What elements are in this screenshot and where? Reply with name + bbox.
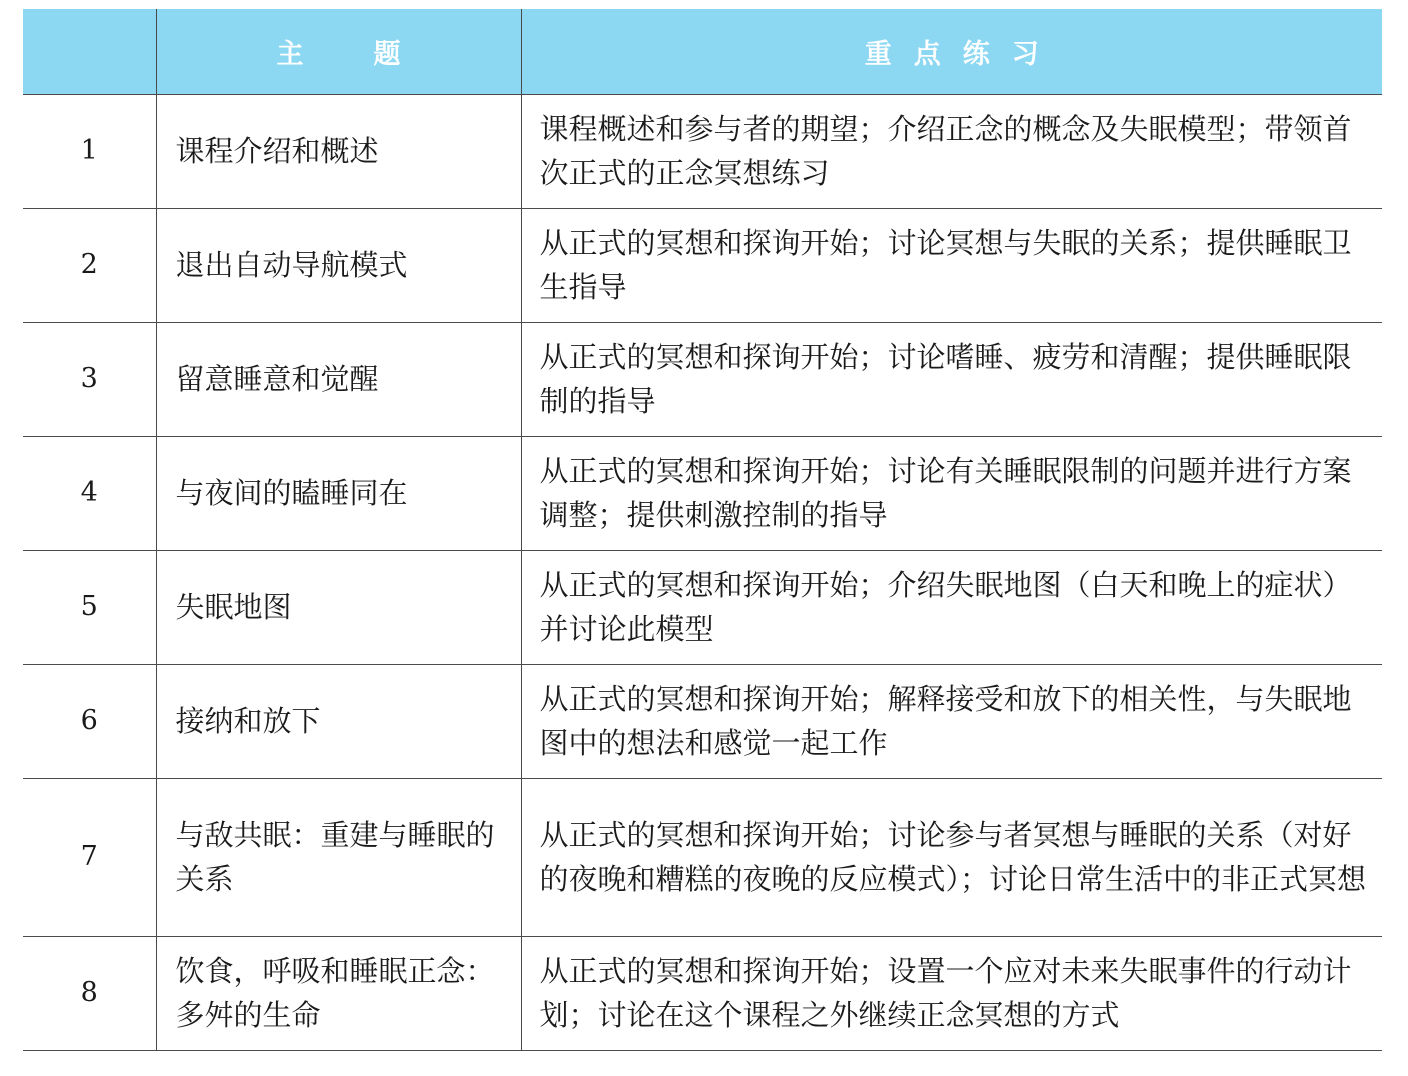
session-focus: 从正式的冥想和探询开始；解释接受和放下的相关性，与失眠地图中的想法和感觉一起工作 bbox=[521, 664, 1382, 778]
session-topic: 留意睡意和觉醒 bbox=[156, 322, 521, 436]
session-number: 6 bbox=[23, 664, 156, 778]
session-focus: 课程概述和参与者的期望；介绍正念的概念及失眠模型；带领首次正式的正念冥想练习 bbox=[521, 94, 1382, 208]
header-focus bbox=[521, 9, 1382, 94]
session-number: 2 bbox=[23, 208, 156, 322]
table-row bbox=[23, 322, 1382, 436]
session-number: 7 bbox=[23, 778, 156, 936]
session-topic: 与夜间的瞌睡同在 bbox=[156, 436, 521, 550]
session-topic: 饮食，呼吸和睡眠正念：多舛的生命 bbox=[156, 936, 521, 1050]
table-row bbox=[23, 936, 1382, 1050]
header-number bbox=[23, 9, 156, 94]
session-topic: 失眠地图 bbox=[156, 550, 521, 664]
session-topic: 与敌共眠：重建与睡眠的关系 bbox=[156, 778, 521, 936]
table-row bbox=[23, 664, 1382, 778]
session-focus: 从正式的冥想和探询开始；讨论冥想与失眠的关系；提供睡眠卫生指导 bbox=[521, 208, 1382, 322]
session-number: 8 bbox=[23, 936, 156, 1050]
header-topic-part2: 题 bbox=[373, 38, 401, 70]
session-focus: 从正式的冥想和探询开始；讨论嗜睡、疲劳和清醒；提供睡眠限制的指导 bbox=[521, 322, 1382, 436]
session-number: 1 bbox=[23, 94, 156, 208]
session-topic: 退出自动导航模式 bbox=[156, 208, 521, 322]
header-topic bbox=[156, 9, 521, 94]
header-row bbox=[23, 9, 1382, 94]
session-focus: 从正式的冥想和探询开始；讨论有关睡眠限制的问题并进行方案调整；提供刺激控制的指导 bbox=[521, 436, 1382, 550]
table-row bbox=[23, 778, 1382, 936]
session-focus: 从正式的冥想和探询开始；讨论参与者冥想与睡眠的关系（对好的夜晚和糟糕的夜晚的反应模式）；讨论日常生活中的非正式冥想 bbox=[521, 778, 1382, 936]
table-row bbox=[23, 550, 1382, 664]
session-focus: 从正式的冥想和探询开始；介绍失眠地图（白天和晚上的症状）并讨论此模型 bbox=[521, 550, 1382, 664]
table-header bbox=[23, 9, 1382, 94]
session-topic: 接纳和放下 bbox=[156, 664, 521, 778]
table-row bbox=[23, 94, 1382, 208]
session-number: 3 bbox=[23, 322, 156, 436]
session-number: 5 bbox=[23, 550, 156, 664]
session-topic: 课程介绍和概述 bbox=[156, 94, 521, 208]
session-number: 4 bbox=[23, 436, 156, 550]
table-row bbox=[23, 208, 1382, 322]
table-row bbox=[23, 436, 1382, 550]
course-plan-table bbox=[23, 9, 1382, 1051]
table-body bbox=[23, 94, 1382, 1050]
session-focus: 从正式的冥想和探询开始；设置一个应对未来失眠事件的行动计划；讨论在这个课程之外继续正念冥想的方式 bbox=[521, 936, 1382, 1050]
header-focus-label: 重点练习 bbox=[864, 38, 1061, 70]
header-topic-part1: 主 bbox=[276, 38, 304, 70]
